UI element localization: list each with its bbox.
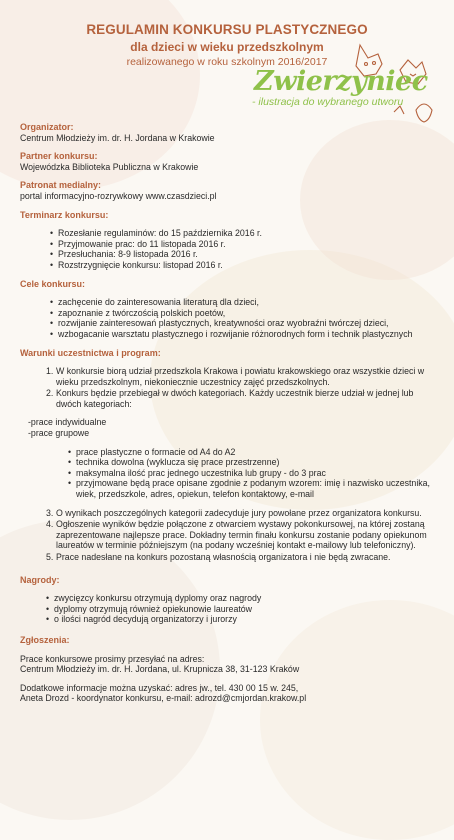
section-organizer — [20, 122, 438, 143]
list-item — [46, 552, 438, 563]
list-item: • Rozstrzygnięcie konkursu: listopad 2016 r. — [58, 260, 438, 271]
section-heading: Patronat medialny: — [20, 180, 102, 191]
list-item: • o ilości nagród decydują organizatorzy i jurorzy — [54, 614, 438, 625]
list-item: • przyjmowane będą prace opisane zgodnie z podanym wzorem: imię i nazwisko uczestnika, wiek, przedszkole, adres, opiekun, telefon kontaktowy, e-mail — [76, 478, 438, 499]
contest-name: Zwierzyniec — [254, 66, 428, 97]
list-item: • Rozesłanie regulaminów: do 15 października 2016 r. — [58, 228, 438, 239]
item-text: Ogłoszenie wyników będzie połączone z otwarciem wystawy pokonkursowej, na której zostaną zaprezentowane najlepsze prace. Dokładny termin finału konkursu zostanie podany opiekunom laureatów w terminie późniejszym (na podany wcześniej kontakt e-mailowy lub telefoniczny). — [56, 519, 427, 551]
section-heading: Partner konkursu: — [20, 151, 98, 162]
submission-line: Prace konkursowe prosimy przesyłać na adres: — [20, 653, 205, 664]
list-item — [46, 366, 438, 387]
section-schedule — [20, 210, 438, 271]
item-text: W konkursie biorą udział przedszkola Krakowa i powiatu krakowskiego oraz wszystkie dzieci w wieku przedszkolnym, niekoniecznie uczestnicy zajęć przedszkolnych. — [56, 366, 425, 387]
section-submissions — [20, 635, 438, 704]
item-number: 3. — [46, 507, 54, 518]
section-conditions — [20, 348, 438, 563]
item-text: O wynikach poszczególnych kategorii zadecyduje jury powołane przez organizatora konkursu. — [56, 507, 422, 518]
item-text: Konkurs będzie przebiegał w dwóch kategoriach. Każdy uczestnik bierze udział w jednej lub dwóch kategoriach: — [56, 388, 414, 409]
section-goals — [20, 279, 438, 340]
page-title: REGULAMIN KONKURSU PLASTYCZNEGO — [86, 22, 368, 37]
section-awards — [20, 575, 438, 625]
list-item: • Przesłuchania: 8-9 listopada 2016 r. — [58, 249, 438, 260]
page-subtitle: dla dzieci w wieku przedszkolnym — [130, 40, 324, 54]
list-item: • dyplomy otrzymują również opiekunowie laureatów — [54, 604, 438, 615]
category-label: -prace indywidualne — [28, 417, 107, 428]
section-heading: Cele konkursu: — [20, 278, 86, 289]
category-label: -prace grupowe — [28, 428, 90, 439]
item-number: 5. — [46, 552, 54, 562]
list-item — [46, 388, 438, 409]
year-note: realizowanego w roku szkolnym 2016/2017 — [126, 56, 328, 68]
item-number: 4. — [46, 519, 54, 530]
list-item — [46, 507, 438, 519]
list-item: • technika dowolna (wykluczа się prace przestrzenne) — [76, 457, 438, 468]
item-number: 2. — [46, 388, 54, 399]
section-heading: Zgłoszenia: — [20, 634, 70, 645]
contact-line: Aneta Drozd - koordynator konkursu, e-mail: adrozd@cmjordan.krakow.pl — [20, 693, 307, 704]
item-text: Prace nadesłane na konkurs pozostaną własnością organizatora i nie będą zwracane. — [56, 552, 391, 562]
contest-name-subtitle: - ilustracja do wybranego utworu — [252, 96, 404, 108]
contact-line: Dodatkowe informacje można uzyskać: adres jw., tel. 430 00 15 w. 245, — [20, 682, 299, 693]
list-item: • zapoznanie z twórczością polskich poetów, — [58, 308, 438, 319]
list-item: • rozwijanie zainteresowań plastycznych, kreatywności oraz wyobraźni twórczej dzieci, — [58, 318, 438, 329]
item-number: 1. — [46, 366, 54, 377]
section-text: portal informacyjno-rozrywkowy www.czasdzieci.pl — [20, 190, 217, 201]
list-item: • prace plastyczne o formacie od A4 do A2 — [76, 447, 438, 458]
regulations-body — [20, 122, 438, 712]
section-media-patron — [20, 180, 438, 201]
list-item: • zachęcenie do zainteresowania literaturą dla dzieci, — [58, 297, 438, 308]
section-heading: Organizator: — [20, 122, 74, 132]
section-heading: Warunki uczestnictwa i program: — [20, 347, 161, 358]
list-item: • Przyjmowanie prac: do 11 listopada 2016 r. — [58, 239, 438, 250]
submission-address: Centrum Młodzieży im. dr. H. Jordana, ul. Krupnicza 38, 31-123 Kraków — [20, 664, 300, 675]
list-item — [46, 519, 438, 551]
section-text: Wojewódzka Biblioteka Publiczna w Krakowie — [20, 161, 199, 172]
section-heading: Terminarz konkursu: — [20, 209, 109, 220]
section-heading: Nagrody: — [20, 574, 60, 585]
section-partner — [20, 151, 438, 172]
list-item: • zwycięzcy konkursu otrzymują dyplomy oraz nagrody — [54, 593, 438, 604]
list-item: • wzbogacanie warsztatu plastycznego i rozwijanie różnorodnych form i technik plastycznych — [58, 329, 438, 340]
section-text: Centrum Młodzieży im. dr. H. Jordana w Krakowie — [20, 132, 215, 143]
list-item: • maksymalna ilość prac jednego uczestnika lub grupy - do 3 prac — [76, 468, 438, 479]
